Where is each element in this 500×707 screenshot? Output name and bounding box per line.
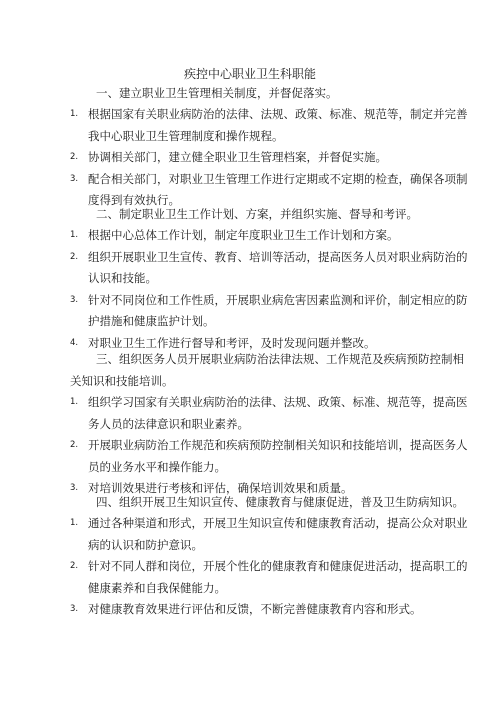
item-text: 根据中心总体工作计划，制定年度职业卫生工作计划和方案。 bbox=[88, 228, 399, 242]
list-item bbox=[70, 104, 470, 147]
section-3 bbox=[70, 348, 470, 500]
item-number: 3. bbox=[70, 483, 79, 493]
item-number: 4. bbox=[70, 337, 79, 348]
item-number: 2. bbox=[70, 251, 79, 262]
item-text: 对健康教育效果进行评估和反馈，不断完善健康教育内容和形式。 bbox=[88, 602, 422, 616]
item-text: 对培训效果进行考核和评估，确保培训效果和质量。 bbox=[88, 481, 353, 495]
item-text: 对职业卫生工作进行督导和考评，及时发现问题并整改。 bbox=[88, 335, 376, 350]
section-heading: 三、组织医务人员开展职业病防治法律法规、工作规范及疾病预防控制相关知识和技能培训。 bbox=[70, 352, 464, 388]
item-text: 针对不同岗位和工作性质，开展职业病危害因素监测和评价，制定相应的防护措施和健康监护计划。 bbox=[88, 292, 468, 328]
section-4 bbox=[70, 491, 470, 621]
list-item bbox=[70, 599, 470, 621]
section-heading: 四、组织开展卫生知识宣传、健康教育与健康促进，普及卫生防病知识。 bbox=[96, 495, 464, 509]
item-text: 开展职业病防治工作规范和疾病预防控制相关知识和技能培训，提高医务人员的业务水平和操作能力。 bbox=[88, 438, 468, 474]
list-item bbox=[70, 556, 470, 599]
item-number: 2. bbox=[70, 152, 79, 162]
item-text: 通过各种渠道和形式，开展卫生知识宣传和健康教育活动，提高公众对职业病的认识和防护意识。 bbox=[88, 516, 468, 552]
item-number: 1. bbox=[70, 518, 79, 528]
list-item bbox=[70, 247, 470, 290]
list-item bbox=[70, 513, 470, 556]
section-1 bbox=[70, 82, 470, 212]
list-item bbox=[70, 392, 470, 435]
list-item bbox=[70, 435, 470, 478]
item-number: 2. bbox=[70, 561, 79, 571]
item-text: 针对不同人群和岗位，开展个性化的健康教育和健康促进活动，提高职工的健康素养和自我保健能力。 bbox=[88, 559, 468, 595]
section-heading: 一、建立职业卫生管理相关制度，并督促落实。 bbox=[96, 86, 338, 100]
section-2 bbox=[70, 203, 470, 354]
item-text: 组织学习国家有关职业病防治的法律、法规、政策、标准、规范等，提高医务人员的法律意识和职业素养。 bbox=[88, 395, 468, 431]
item-text: 配合相关部门，对职业卫生管理工作进行定期或不定期的检查，确保各项制度得到有效执行。 bbox=[88, 171, 468, 207]
item-number: 1. bbox=[70, 109, 79, 119]
item-number: 3. bbox=[70, 173, 79, 184]
item-number: 3. bbox=[70, 604, 79, 614]
item-number: 3. bbox=[70, 294, 79, 305]
item-text: 协调相关部门，建立健全职业卫生管理档案，并督促实施。 bbox=[88, 150, 387, 164]
list-item bbox=[70, 225, 470, 247]
list-item bbox=[70, 147, 470, 169]
item-text: 组织开展职业卫生宣传、教育、培训等活动，提高医务人员对职业病防治的认识和技能。 bbox=[88, 249, 468, 285]
item-number: 1. bbox=[70, 397, 79, 407]
document-title: 疾控中心职业卫生科职能 bbox=[183, 67, 316, 81]
item-number: 1. bbox=[70, 230, 79, 240]
list-item bbox=[70, 290, 470, 333]
item-text: 根据国家有关职业病防治的法律、法规、政策、标准、规范等，制定并完善我中心职业卫生管理制度和操作规程。 bbox=[88, 107, 468, 143]
item-number: 2. bbox=[70, 440, 79, 450]
section-heading: 二、制定职业卫生工作计划、方案，并组织实施、督导和考评。 bbox=[96, 207, 418, 221]
